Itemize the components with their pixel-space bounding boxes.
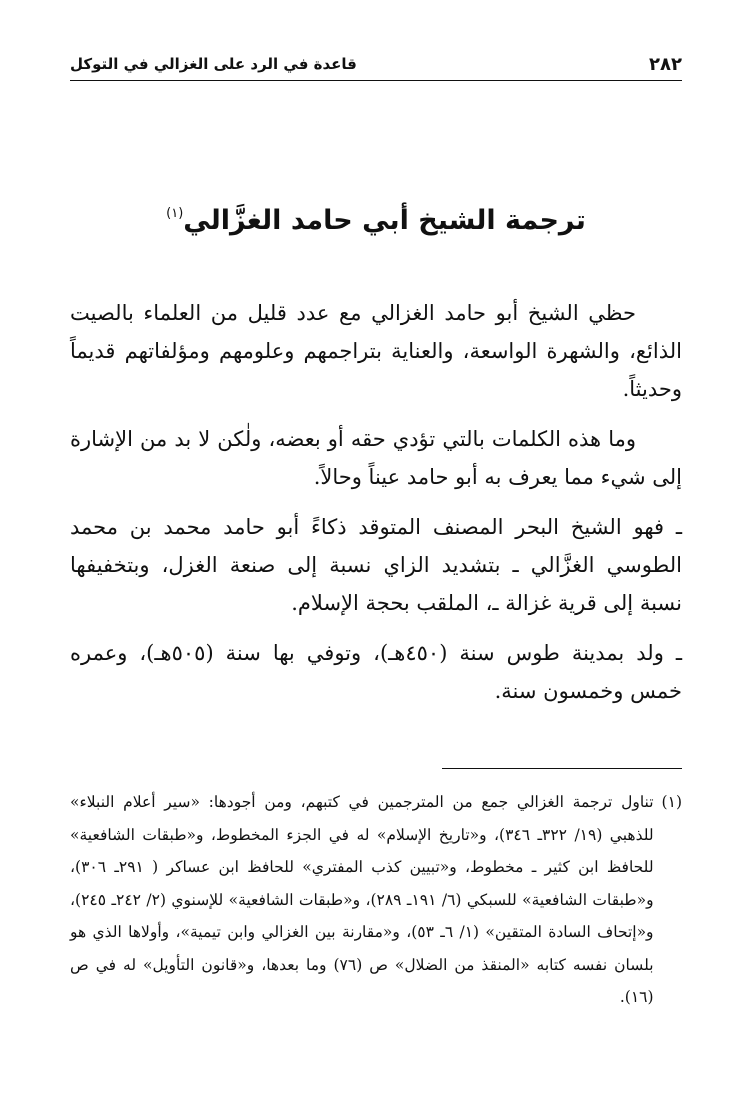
chapter-title-text: ترجمة الشيخ أبي حامد الغزَّالي: [183, 205, 586, 236]
paragraph: وما هذه الكلمات بالتي تؤدي حقه أو بعضه، ولٰكن لا بد من الإشارة إلى شيء مما يعرف به أبو حامد عيناً وحالاً.: [70, 427, 682, 489]
footnote: [70, 786, 682, 1014]
running-title: قاعدة في الرد على الغزالي في التوكل: [70, 55, 357, 73]
page-number: ٢٨٢: [649, 53, 682, 75]
footnote-reference[interactable]: (١): [166, 206, 184, 221]
footnote-text: تناول ترجمة الغزالي جمع من المترجمين في كتبهم، ومن أجودها: «سير أعلام النبلاء» للذهبي (١٩/ ٣٢٢ـ ٣٤٦)، و«تاريخ الإسلام» له في الجزء المخطوط، و«طبقات الشافعية» للحافظ ابن كثير ـ مخطوط، و«تبيين كذب المفتري» للحافظ ابن عساكر ( ٢٩١ـ ٣٠٦)، و«طبقات الشافعية» للسبكي (٦/ ١٩١ـ ٢٨٩)، و«طبقات الشافعية» للإسنوي (٢/ ٢٤٢ـ ٢٤٥)، و«إتحاف السادة المتقين» (١/ ٦ـ ٥٣)، و«مقارنة بين الغزالي وابن تيمية»، وأولاها الذي هو بلسان نفسه كتابه «المنقذ من الضلال» ص (٧٦) وما بعدها، و«قانون التأويل» له في ص (١٦).: [70, 793, 654, 1006]
footnote-number: (١): [661, 793, 682, 811]
page-header: [70, 48, 682, 81]
footnote-separator: [442, 768, 682, 769]
body-text: [70, 294, 682, 722]
chapter-title: [70, 192, 682, 243]
paragraph: ـ ولد بمدينة طوس سنة (٤٥٠هـ)، وتوفي بها سنة (٥٠٥هـ)، وعمره خمس وخمسون سنة.: [70, 641, 682, 703]
paragraph: حظي الشيخ أبو حامد الغزالي مع عدد قليل من العلماء بالصيت الذائع، والشهرة الواسعة، والعناية بتراجمهم وعلومهم ومؤلفاتهم قديماً وحديثاً.: [70, 301, 682, 401]
paragraph: ـ فهو الشيخ البحر المصنف المتوقد ذكاءً أبو حامد محمد بن محمد الطوسي الغزَّالي ـ بتشديد الزاي نسبة إلى صنعة الغزل، وبتخفيفها نسبة إلى قرية غزالة ـ، الملقب بحجة الإسلام.: [70, 515, 682, 615]
